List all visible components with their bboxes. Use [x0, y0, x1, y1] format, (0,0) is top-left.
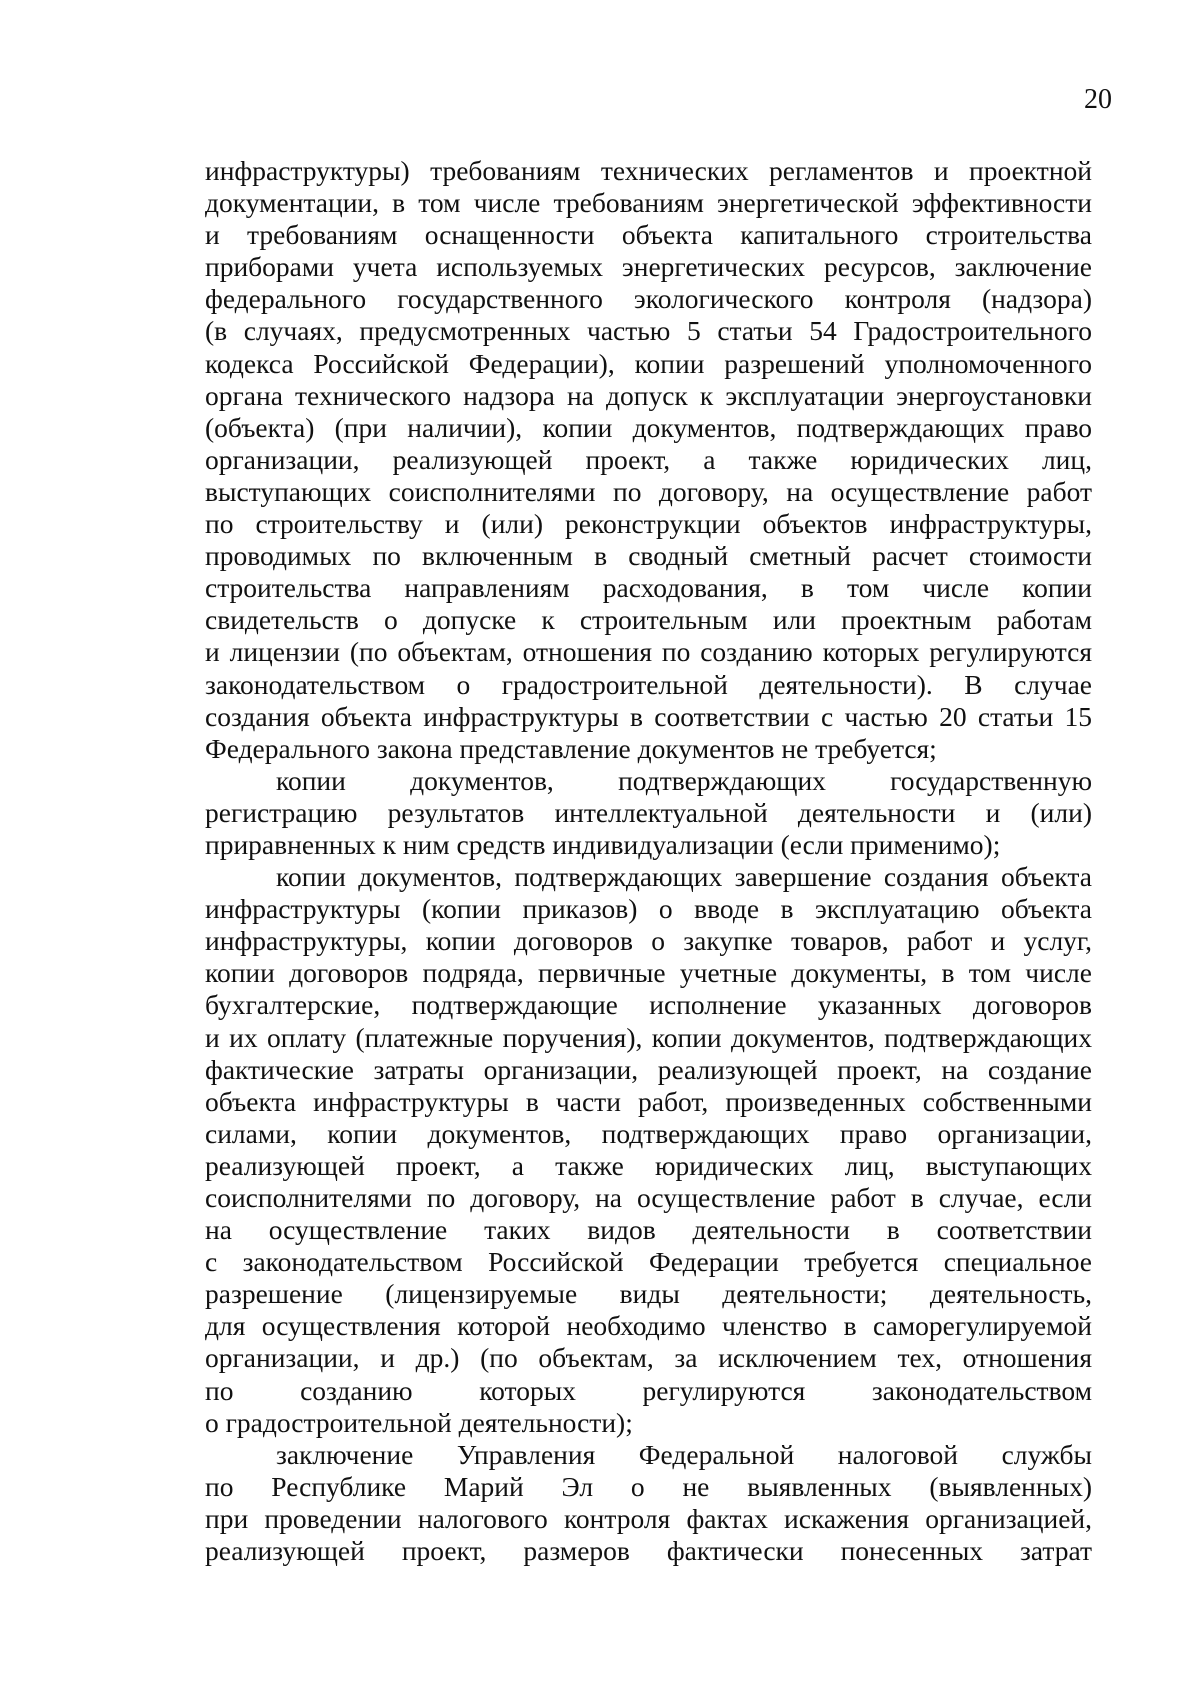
text-line: инфраструктуры) требованиям технических регламентов и проектной — [205, 155, 1092, 186]
text-line: регистрацию результатов интеллектуальной деятельности и (или) — [205, 796, 1092, 828]
text-line: свидетельств о допуске к строительным или проектным работам — [205, 604, 1092, 636]
text-line: заключение Управления Федеральной налоговой службы — [276, 1438, 1092, 1470]
text-line: инфраструктуры (копии приказов) о вводе в эксплуатацию объекта — [205, 893, 1092, 925]
paragraph — [205, 861, 1092, 1439]
text-line: реализующей проект, размеров фактически понесенных затрат — [205, 1535, 1092, 1567]
text-line: по строительству и (или) реконструкции объектов инфраструктуры, — [205, 508, 1092, 540]
text-line: организации, реализующей проект, а также юридических лиц, — [205, 443, 1092, 475]
text-line: и лицензии (по объектам, отношения по созданию которых регулируются — [205, 636, 1092, 668]
text-line: по созданию которых регулируются законодательством — [205, 1374, 1092, 1406]
text-line: инфраструктуры, копии договоров о закупке товаров, работ и услуг, — [205, 925, 1092, 957]
text-line: о градостроительной деятельности); — [205, 1406, 633, 1438]
text-line: копии договоров подряда, первичные учетные документы, в том числе — [205, 957, 1092, 989]
text-line: разрешение (лицензируемые виды деятельности; деятельность, — [205, 1278, 1092, 1310]
text-line: силами, копии документов, подтверждающих право организации, — [205, 1117, 1092, 1149]
paragraph — [205, 1439, 1092, 1567]
text-line: строительства направлениям расходования, в том числе копии — [205, 572, 1092, 604]
text-line: создания объекта инфраструктуры в соответствии с частью 20 статьи 15 — [205, 700, 1092, 732]
text-line: и их оплату (платежные поручения), копии документов, подтверждающих — [205, 1021, 1092, 1053]
text-line: выступающих соисполнителями по договору, на осуществление работ — [205, 475, 1092, 507]
text-line: документации, в том числе требованиям энергетической эффективности — [205, 187, 1092, 219]
text-line: на осуществление таких видов деятельности в соответствии — [205, 1214, 1092, 1246]
text-line: по Республике Марий Эл о не выявленных (выявленных) — [205, 1470, 1092, 1502]
document-body — [205, 155, 1092, 1567]
text-line: Федерального закона представление документов не требуется; — [205, 732, 937, 764]
text-line: органа технического надзора на допуск к эксплуатации энергоустановки — [205, 379, 1092, 411]
text-line: объекта инфраструктуры в части работ, произведенных собственными — [205, 1085, 1092, 1117]
text-line: (в случаях, предусмотренных частью 5 статьи 54 Градостроительного — [205, 315, 1092, 347]
paragraph — [205, 765, 1092, 861]
page-number: 20 — [1084, 84, 1112, 115]
text-line: законодательством о градостроительной деятельности). В случае — [205, 668, 1092, 700]
text-line: копии документов, подтверждающих государственную — [276, 764, 1092, 796]
text-line: для осуществления которой необходимо членство в саморегулируемой — [205, 1310, 1092, 1342]
paragraph — [205, 155, 1092, 765]
text-line: федерального государственного экологического контроля (надзора) — [205, 283, 1092, 315]
text-line: и требованиям оснащенности объекта капитального строительства — [205, 219, 1092, 251]
text-line: соисполнителями по договору, на осуществление работ в случае, если — [205, 1182, 1092, 1213]
text-line: кодекса Российской Федерации), копии разрешений уполномоченного — [205, 347, 1092, 379]
text-line: при проведении налогового контроля фактах искажения организацией, — [205, 1502, 1092, 1534]
text-line: реализующей проект, а также юридических лиц, выступающих — [205, 1149, 1092, 1181]
text-line: приравненных к ним средств индивидуализации (если применимо); — [205, 828, 1001, 860]
text-line: с законодательством Российской Федерации требуется специальное — [205, 1246, 1092, 1278]
text-line: (объекта) (при наличии), копии документов, подтверждающих право — [205, 411, 1092, 443]
text-line: бухгалтерские, подтверждающие исполнение указанных договоров — [205, 989, 1092, 1021]
text-line: копии документов, подтверждающих завершение создания объекта — [276, 861, 1092, 893]
text-line: организации, и др.) (по объектам, за исключением тех, отношения — [205, 1342, 1092, 1374]
text-line: проводимых по включенным в сводный сметный расчет стоимости — [205, 540, 1092, 572]
text-line: приборами учета используемых энергетических ресурсов, заключение — [205, 251, 1092, 283]
text-line: фактические затраты организации, реализующей проект, на создание — [205, 1053, 1092, 1085]
